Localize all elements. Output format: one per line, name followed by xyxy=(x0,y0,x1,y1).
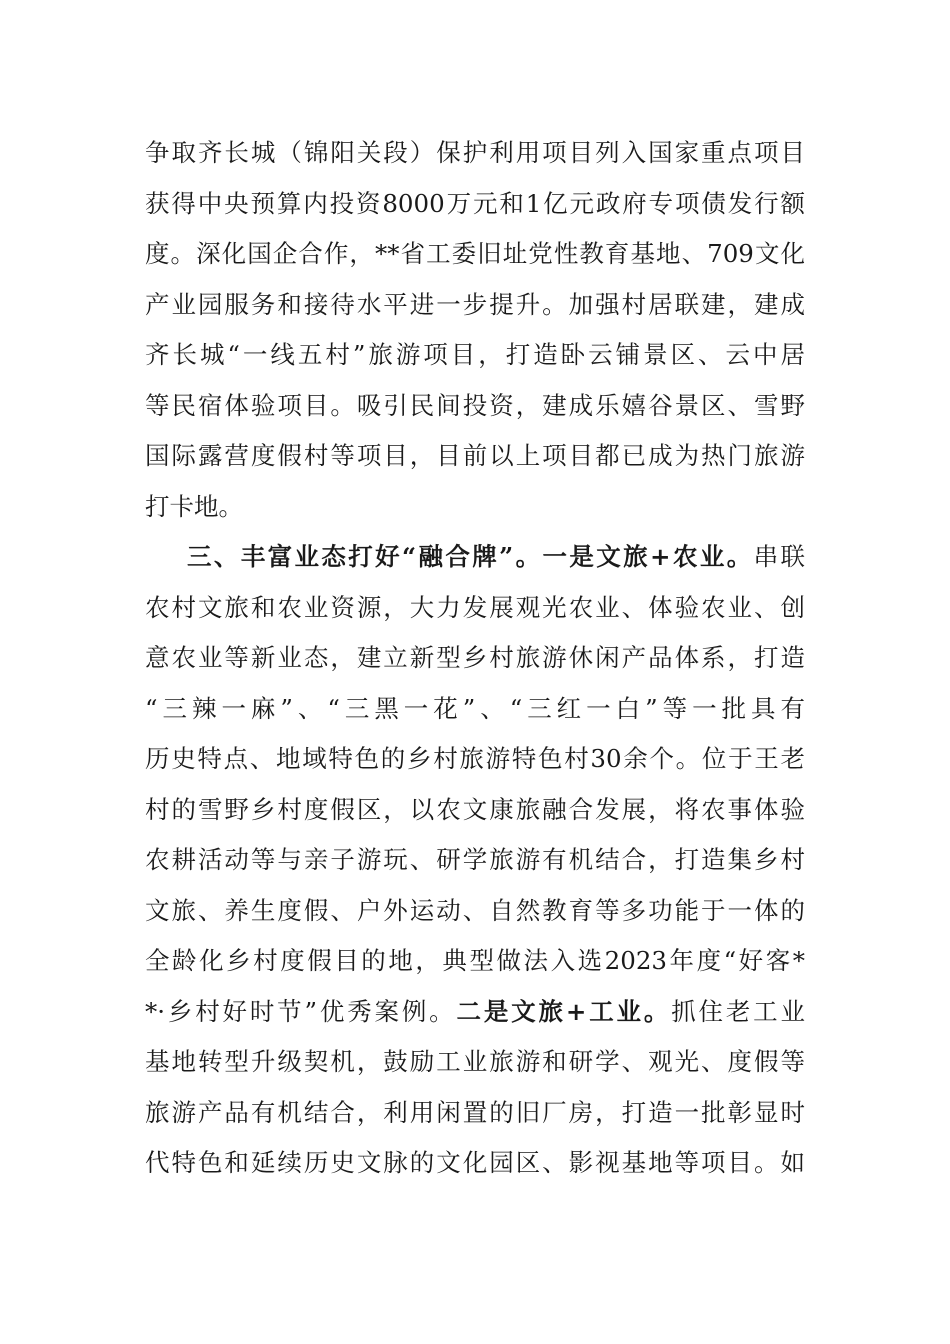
section-heading: 三、丰富业态打好“融合牌”。 xyxy=(187,542,543,571)
text-line: 旅游产品有机结合，利用闲置的旧厂房，打造一批彰显时 xyxy=(145,1097,805,1127)
text-line: 全龄化乡村度假目的地，典型做法入选2023年度“好客* xyxy=(145,946,805,975)
text-line: 产业园服务和接待水平进一步提升。加强村居联建，建成 xyxy=(145,289,805,319)
subheading-agriculture: 一是文旅+农业。 xyxy=(542,542,754,571)
text-line: 文旅、养生度假、户外运动、自然教育等多功能于一体的 xyxy=(145,895,805,925)
subheading-industry: 二是文旅+工业。 xyxy=(456,996,672,1026)
text-line: 获得中央预算内投资8000万元和1亿元政府专项债发行额 xyxy=(145,188,805,218)
text-line: 村的雪野乡村度假区，以农文康旅融合发展，将农事体验 xyxy=(145,794,805,824)
text-line: 度。深化国企合作，**省工委旧址党性教育基地、709文化 xyxy=(145,239,805,268)
text-line: 齐长城“一线五村”旅游项目，打造卧云铺景区、云中居 xyxy=(145,340,805,369)
paragraph-integration xyxy=(145,532,805,1189)
text-line-industry xyxy=(145,987,805,1038)
text-line: 打卡地。 xyxy=(145,491,243,521)
text-line: 国际露营度假村等项目，目前以上项目都已成为热门旅游 xyxy=(145,441,805,470)
text-run: 抓住老工业 xyxy=(671,996,806,1026)
text-line: 代特色和延续历史文脉的文化园区、影视基地等项目。如 xyxy=(145,1148,805,1177)
text-line: 历史特点、地域特色的乡村旅游特色村30余个。位于王老 xyxy=(145,744,805,773)
text-line: 等民宿体验项目。吸引民间投资，建成乐嬉谷景区、雪野 xyxy=(145,390,805,420)
text-run: 串联 xyxy=(753,542,806,571)
text-line: 农耕活动等与亲子游玩、研学旅游有机结合，打造集乡村 xyxy=(145,845,805,874)
text-line-heading xyxy=(145,532,805,583)
text-run: *·乡村好时节”优秀案例。 xyxy=(145,996,457,1026)
text-line: 农村文旅和农业资源，大力发展观光农业、体验农业、创 xyxy=(145,592,805,622)
text-line: 基地转型升级契机，鼓励工业旅游和研学、观光、度假等 xyxy=(145,1047,805,1076)
paragraph-projects xyxy=(145,128,805,532)
text-line: “三辣一麻”、“三黑一花”、“三红一白”等一批具有 xyxy=(145,693,805,723)
text-line: 意农业等新业态，建立新型乡村旅游休闲产品体系，打造 xyxy=(145,643,805,672)
text-line: 争取齐长城（锦阳关段）保护利用项目列入国家重点项目 xyxy=(145,138,805,167)
